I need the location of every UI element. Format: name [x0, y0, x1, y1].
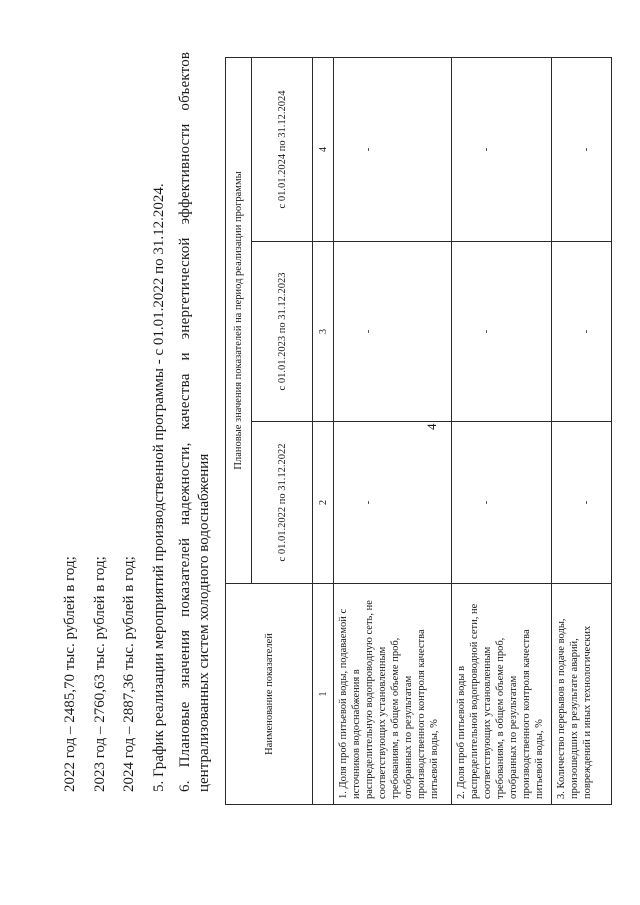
indicator-name: 2. Доля проб питьевой воды в распределительной водопроводной сети, не соответствующих установленным требованиям, в общем объеме проб, отобранных по результатам производственного контроля качества питьевой воды, %: [452, 584, 552, 805]
column-number: 3: [313, 242, 334, 422]
value-cell: -: [552, 422, 612, 584]
table-row: [552, 57, 612, 804]
header-period-2022: с 01.01.2022 по 31.12.2022: [252, 422, 313, 584]
column-number: 4: [313, 57, 334, 241]
schedule-paragraph: 5. График реализации мероприятий производственной программы - с 01.01.2022 по 31.12.2024.: [151, 183, 167, 792]
section6-heading-line2: централизованных систем холодного водоснабжения: [196, 453, 212, 792]
value-cell: -: [552, 57, 612, 241]
funding-2023-line: 2023 год – 2760,63 тыс. рублей в год;: [92, 556, 108, 792]
column-number: 1: [313, 584, 334, 805]
column-number: 2: [313, 422, 334, 584]
page-number: 4: [424, 423, 439, 430]
header-period-2024: с 01.01.2024 по 31.12.2024: [252, 57, 313, 241]
table-row: [334, 57, 452, 804]
value-cell: -: [452, 57, 552, 241]
funding-2022-line: 2022 год – 2485,70 тыс. рублей в год;: [62, 556, 78, 792]
indicator-name: 1. Доля проб питьевой воды, подаваемой с источников водоснабжения в распределительную водопроводную сеть, не соответствующих установленным требованиям, в общем объеме проб, отобранных по результатам производственного контроля качества питьевой воды, %: [334, 584, 452, 805]
header-period-2023: с 01.01.2023 по 31.12.2023: [252, 242, 313, 422]
value-cell: -: [452, 422, 552, 584]
indicators-table: [225, 57, 612, 805]
value-cell: -: [334, 422, 452, 584]
funding-2024-line: 2024 год – 2887,36 тыс. рублей в год;: [121, 556, 137, 792]
table-row: [452, 57, 552, 804]
indicator-name: 3. Количество перерывов в подаче воды, произошедших в результате аварий, повреждений и иных технологических: [552, 584, 612, 805]
value-cell: -: [334, 57, 452, 241]
section6-heading-line1: 6. Плановые значения показателей надежности, качества и энергетической эффективности объектов: [177, 51, 193, 792]
value-cell: -: [452, 242, 552, 422]
value-cell: -: [552, 242, 612, 422]
header-indicator-name: Наименование показателей: [226, 584, 313, 805]
value-cell: -: [334, 242, 452, 422]
header-planned-values: Плановые значения показателей на период реализации программы: [226, 57, 252, 583]
